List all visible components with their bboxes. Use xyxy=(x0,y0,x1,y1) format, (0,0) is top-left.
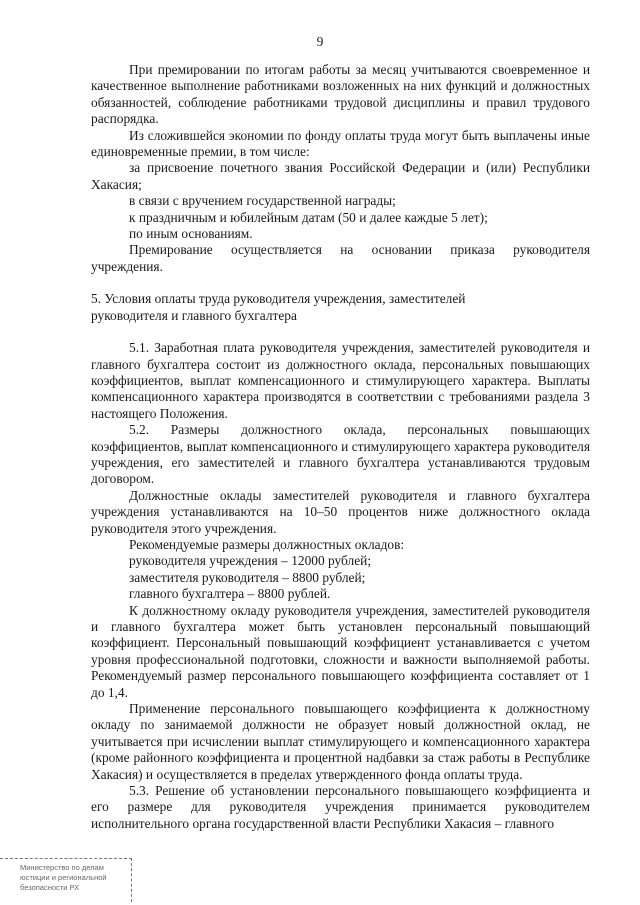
paragraph-deputy-salaries: Должностные оклады заместителей руководителя и главного бухгалтера учреждения устанавливаются на 10–50 процентов ниже должностного оклада руководителя этого учреждения. xyxy=(91,487,590,536)
paragraph-5-1: 5.1. Заработная плата руководителя учреждения, заместителей руководителя и главного бухгалтера состоит из должностного оклада, персональных повышающих коэффициентов, выплат компенсационного и стимулирующего характера. Выплаты компенсационного характера производятся в соответствии с требованиями раздела 3 настоящего Положения. xyxy=(91,340,590,421)
paragraph-5-3: 5.3. Решение об установлении персонального повышающего коэффициента и его размере для руководителя учреждения принимается руководителем исполнительного органа государственной власти Республики Хакасия – главного xyxy=(91,783,590,831)
paragraph-5-2: 5.2. Размеры должностного оклада, персональных повышающих коэффициентов, выплат компенсационного и стимулирующего характера руководителя учреждения, его заместителей и главного бухгалтера устанавливаются трудовым договором. xyxy=(91,422,590,487)
paragraph-bonus-criteria: При премировании по итогам работы за месяц учитываются своевременное и качественное выполнение работниками возложенных на них функций и должностных обязанностей, соблюдение работниками трудовой дисциплины и правил трудового распорядка. xyxy=(91,62,590,127)
document-body xyxy=(91,62,590,832)
registration-stamp xyxy=(0,858,132,902)
list-item: главного бухгалтера – 8800 рублей. xyxy=(129,586,331,602)
section-heading-line-2: руководителя и главного бухгалтера xyxy=(91,307,297,323)
spacer xyxy=(91,275,590,291)
list-item: за присвоение почетного звания Российской Федерации и (или) Республики Хакасия; xyxy=(91,160,590,192)
list-item: к праздничным и юбилейным датам (50 и далее каждые 5 лет); xyxy=(129,209,488,225)
paragraph-one-time-bonuses: Из сложившейся экономии по фонду оплаты труда могут быть выплачены иные единовременные премии, в том числе: xyxy=(91,127,590,160)
page-number: 9 xyxy=(316,34,324,49)
list-item: руководителя учреждения – 12000 рублей; xyxy=(129,553,372,569)
paragraph-personal-coefficient: К должностному окладу руководителя учреждения, заместителей руководителя и главного бухгалтера может быть установлен персональный повышающий коэффициент. Персональный повышающий коэффициент устанавливается с учетом уровня профессиональной подготовки, сложности и важности выполняемой работы. Рекомендуемый размер персонального повышающего коэффициента составляет от 1 до 1,4. xyxy=(91,602,590,700)
list-item: по иным основаниям. xyxy=(129,226,253,242)
stamp-line: юстиции и региональной xyxy=(20,873,107,882)
section-heading-line-1: 5. Условия оплаты труда руководителя учреждения, заместителей xyxy=(91,291,466,307)
paragraph-bonus-order: Премирование осуществляется на основании приказа руководителя учреждения. xyxy=(91,242,590,274)
spacer xyxy=(91,324,590,340)
paragraph-recommended-salaries: Рекомендуемые размеры должностных окладов: xyxy=(129,536,405,552)
paragraph-coefficient-application: Применение персонального повышающего коэффициента к должностному окладу по занимаемой должности не образует новый должностной оклад, не учитывается при исчислении выплат стимулирующего и компенсационного характера (кроме районного коэффициента и процентной надбавки за стаж работы в Республике Хакасия) и осуществляется в пределах утвержденного фонда оплаты труда. xyxy=(91,701,590,782)
stamp-line: Министерство по делам xyxy=(20,863,104,872)
stamp-line: безопасности РХ xyxy=(20,883,80,892)
list-item: заместителя руководителя – 8800 рублей; xyxy=(129,569,366,585)
list-item: в связи с вручением государственной награды; xyxy=(129,193,396,209)
